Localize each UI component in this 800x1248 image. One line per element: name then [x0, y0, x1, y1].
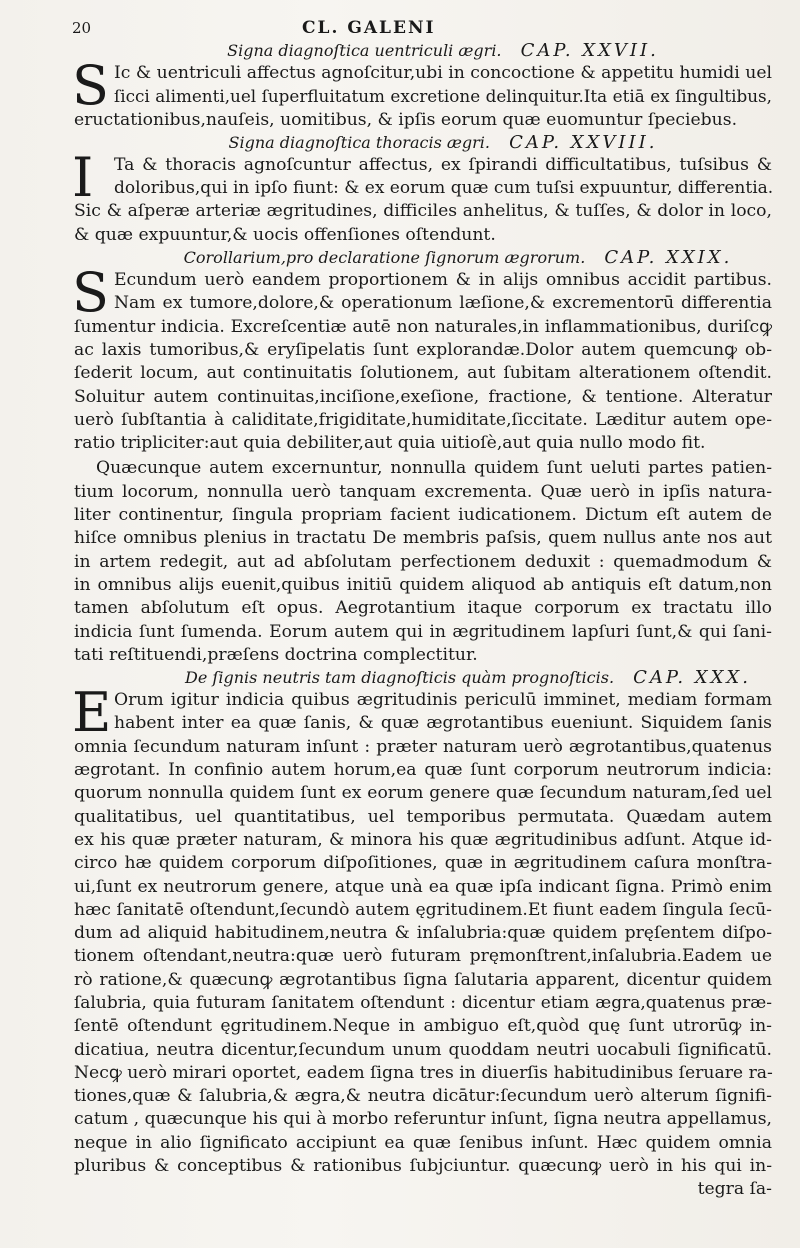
- text-line: Ic & uentriculi affectus agnoſcitur,ubi in concoctione & appetitu humidi uel: [114, 63, 772, 83]
- text-line: Soluitur autem continuitas,inciſione,exeſione, fractione, & tentione. Alteratur: [74, 386, 772, 407]
- chapter-title: Corollarium,pro declaratione ſignorum ægrorum.: [183, 248, 586, 268]
- paragraph: [72, 681, 773, 1202]
- chapter-title: Signa diagnoſtica uentriculi ægri.: [227, 41, 502, 60]
- text-line: tati reſtituendi,præſens doctrina complectitur.: [74, 644, 478, 665]
- text-line: uerò ſubſtantia à caliditate,frigiditate,humiditate,ſiccitate. Læditur autem ope-: [74, 409, 772, 430]
- chapter-title: Signa diagnoſtica thoracis ægri.: [228, 132, 490, 152]
- chapter-heading: [74, 132, 772, 154]
- text-line: ex his quæ præter naturam, & minora his quæ ægritudinibus adſunt. Atque id-: [74, 829, 772, 850]
- drop-cap: S: [72, 261, 109, 325]
- text-line: hæc ſanitatē oſtendunt,ſecundò autem ęgritudinem.Et fiunt eadem ſingula ſecū-: [74, 899, 772, 920]
- text-line: tionem oſtendant,neutra:quæ uerò futuram pręmonſtrent,inſalubria.Eadem ue: [74, 946, 772, 967]
- text-line: hiſce omnibus plenius in tractatu De membris paſsis, quem nullus ante nos aut: [74, 528, 772, 549]
- page-header: [74, 18, 772, 40]
- running-head: CL. GALENI: [302, 18, 436, 38]
- text-line: omnia ſecundum naturam inſunt : præter naturam uerò ægrotantibus,quatenus: [74, 736, 772, 757]
- text-line: rò ratione,& quæcunꝙ ægrotantibus ſigna ſalutaria apparent, dicentur quidem: [74, 969, 772, 990]
- text-line: Orum igitur indicia quibus ægritudinis periculū imminet, mediam formam: [114, 690, 772, 711]
- text-line: Nam ex tumore,dolore,& operationum læſione,& excrementorū differentia: [114, 293, 772, 314]
- text-line: liter continentur, ſingula propriam facient iudicationem. Dictum eſt autem de: [74, 505, 772, 526]
- text-line: neque in alio ſignificato accipiunt ea quæ ſenibus inſunt. Hæc quidem omnia: [74, 1132, 772, 1153]
- text-line: dum ad aliquid habitudinem,neutra & inſalubria:quæ quidem pręſentem diſpo-: [74, 923, 772, 944]
- chapter-title: De ſignis neutris tam diagnoſticis quàm prognoſticis.: [185, 668, 615, 688]
- text-line: tegra ſa-: [697, 1179, 772, 1200]
- text-line: quorum nonnulla quidem ſunt ex eorum genere quæ ſecundum naturam,ſed uel: [74, 783, 772, 804]
- text-line: tium locorum, nonnulla uerò tanquam excrementa. Quæ uerò in ipſis natura-: [74, 481, 772, 502]
- text-line: Quæcunque autem excernuntur, nonnulla quidem ſunt ueluti partes patien-: [96, 458, 772, 479]
- text-line: ſederit locum, aut continuitatis ſolutionem, aut ſubitam alterationem oſtendit.: [74, 363, 772, 384]
- text-line: doloribus,qui in ipſo fiunt: & ex eorum quæ cum tuſsi expuuntur, differentia.: [114, 178, 774, 199]
- text-line: Necꝙ uerò mirari oportet, eadem ſigna tres in diuerſis habitudinibus ſeruare ra-: [74, 1062, 773, 1083]
- text-line: in artem redegit, aut ad abſolutam perfectionem deduxit : quemadmodum &: [74, 551, 772, 572]
- text-line: ſicci alimenti,uel ſuperfluitatum excretione delinquitur.Ita etiā ex ſingultibus,: [114, 86, 772, 107]
- chapter-heading: [74, 667, 772, 689]
- text-line: eructationibus,nauſeis, uomitibus, & ipſis eorum quæ euomuntur ſpeciebus.: [74, 109, 738, 130]
- text-line: tiones,quæ & ſalubria,& ægra,& neutra dicātur:ſecundum uerò alterum ſignifi-: [74, 1086, 772, 1107]
- chapter-number: CAP. XXX.: [633, 667, 751, 689]
- text-line: habent inter ea quæ ſanis, & quæ ægrotantibus eueniunt. Siquidem ſanis: [114, 713, 772, 734]
- text-line: Ta & thoracis agnoſcuntur affectus, ex ſpirandi difficultatibus, tuſsibus &: [114, 154, 772, 175]
- text-line: tamen abſolutum eſt opus. Aegrotantium itaque corporum ex tractatu illo: [74, 598, 772, 619]
- chapter-heading: [74, 40, 772, 62]
- text-line: qualitatibus, uel quantitatibus, uel temporibus permutata. Quædam autem: [74, 806, 772, 827]
- paragraph: [74, 457, 772, 667]
- paragraph: [72, 54, 772, 132]
- drop-cap: S: [72, 54, 109, 117]
- text-line: ui,ſunt ex neutrorum genere, atque unà ea quæ ipſa indicant ſigna. Primò enim: [74, 876, 772, 897]
- text-line: indicia ſunt ſumenda. Eorum autem qui in ægritudinem lapſuri ſunt,& qui ſani-: [74, 621, 772, 642]
- chapter-number: CAP. XXIX.: [604, 247, 733, 269]
- text-line: ægrotant. In confinio autem horum,ea quæ ſunt corporum neutrorum indicia:: [74, 760, 772, 781]
- paragraph: [72, 145, 774, 247]
- text-line: Sic & aſperæ arteriæ ægritudines, difficiles anhelitus, & tuſſes, & dolor in loco,: [74, 201, 772, 222]
- text-line: ſumentur indicia. Excreſcentiæ autē non naturales,in inflammationibus, duriſcꝙ: [74, 316, 772, 337]
- chapter-heading: [74, 247, 772, 269]
- chapter-number: CAP. XXVII.: [520, 40, 659, 61]
- text-line: ratio tripliciter:aut quia debiliter,aut quia uitioſè,aut quia nullo modo fit.: [74, 433, 706, 454]
- text-line: pluribus & conceptibus & rationibus ſubјciuntur. quæcunꝙ uerò in his qui in-: [74, 1156, 772, 1177]
- text-line: Ecundum uerò eandem proportionem & in aliјs omnibus accidit partibus.: [114, 270, 772, 291]
- drop-cap: I: [72, 145, 94, 209]
- text-line: ſentē oſtendunt ęgritudinem.Neque in ambiguo eſt,quòd quę ſunt utrorūꝙ in-: [74, 1016, 772, 1037]
- chapter-number: CAP. XXVIII.: [509, 131, 658, 153]
- text-line: catum , quæcunque his qui à morbo referuntur inſunt, ſigna neutra appellamus,: [74, 1109, 772, 1130]
- page-number: 20: [72, 19, 92, 37]
- text-line: dicatiua, neutra dicentur,ſecundum unum quoddam neutri uocabuli ſignificatū.: [74, 1039, 772, 1060]
- text-line: circo hæ quidem corporum diſpoſitiones, quæ in ægritudinem caſura monſtra-: [74, 853, 772, 874]
- text-line: & quæ expuuntur,& uocis offenſiones oſtendunt.: [74, 224, 496, 245]
- drop-cap: E: [72, 681, 112, 745]
- text-line: ſalubria, quia futuram ſanitatem oſtendunt : dicentur etiam ægra,quatenus præ-: [74, 992, 772, 1013]
- text-line: ac laxis tumoribus,& eryſipelatis ſunt explorandæ.Dolor autem quemcunꝙ ob-: [74, 339, 772, 360]
- text-line: in omnibus aliјs euenit,quibus initiū quidem aliquod ab antiquis eſt datum,non: [74, 574, 772, 595]
- paragraph: [72, 261, 772, 455]
